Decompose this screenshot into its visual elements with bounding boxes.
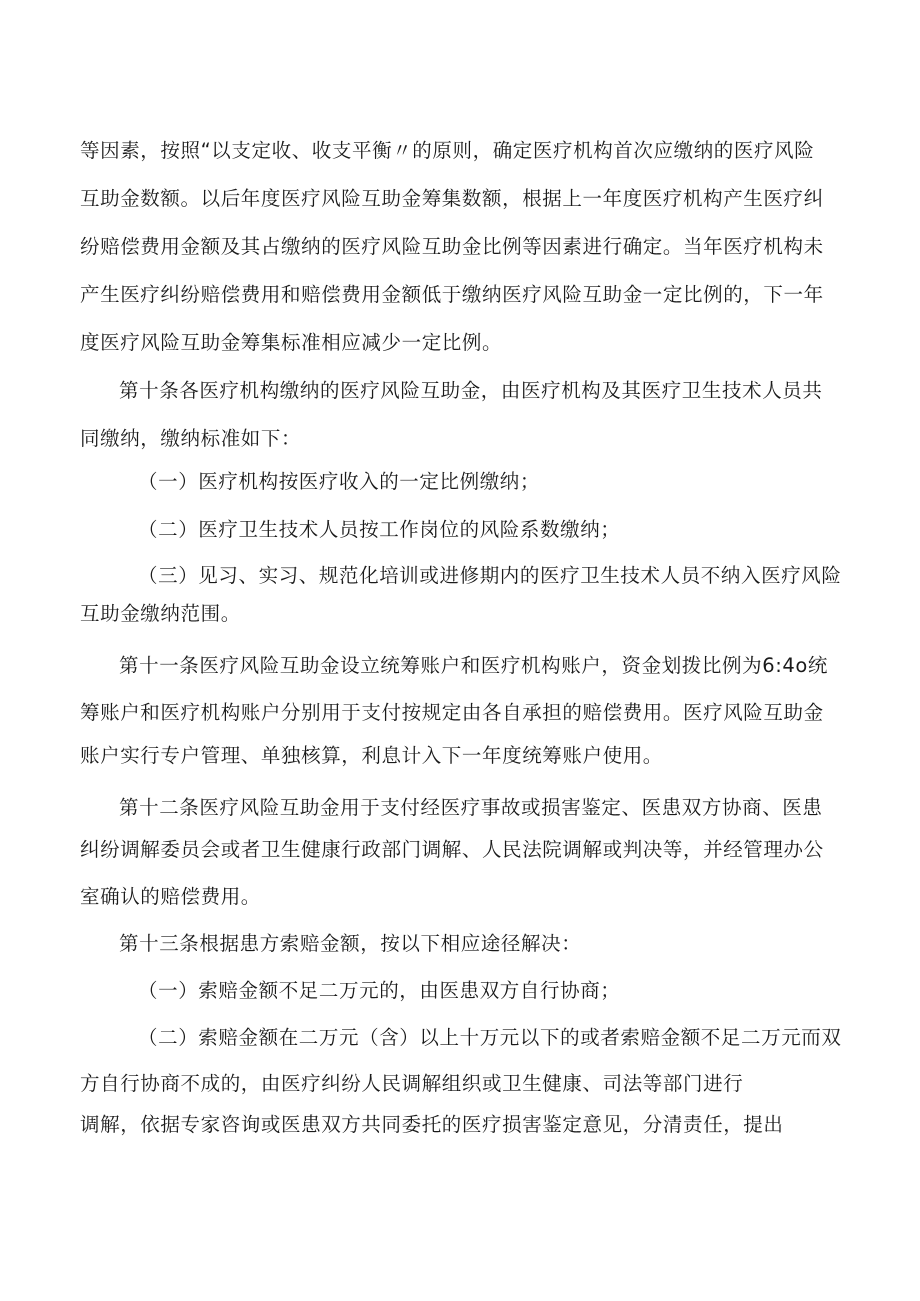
text-line: 方自行协商不成的，由医疗纠纷人民调解组织或卫生健康、司法等部门进行 [80,1072,744,1095]
text-line: 纷赔偿费用金额及其占缴纳的医疗风险互助金比例等因素进行确定。当年医疗机构未 [80,235,824,258]
text-line: 第十条各医疗机构缴纳的医疗风险互助金，由医疗机构及其医疗卫生技术人员共 [119,379,823,402]
text-line: 筹账户和医疗机构账户分别用于支付按规定由各自承担的赔偿费用。医疗风险互助金 [80,701,824,724]
text-line: 互助金数额。以后年度医疗风险互助金筹集数额，根据上一年度医疗机构产生医疗纠 [80,187,824,210]
text-line: 产生医疗纠纷赔偿费用和赔偿费用金额低于缴纳医疗风险互助金一定比例的，下一年 [80,283,824,306]
text-line: 第十三条根据患方索赔金额，按以下相应途径解决： [119,932,582,955]
text-line: 度医疗风险互助金筹集标准相应减少一定比例。 [80,331,503,354]
text-line: 纠纷调解委员会或者卫生健康行政部门调解、人民法院调解或判决等，并经管理办公 [80,838,824,861]
text-line: 互助金缴纳范围。 [80,602,241,625]
text-line: （二）索赔金额在二万元（含）以上十万元以下的或者索赔金额不足二万元而双 [138,1026,842,1049]
text-line: （三）见习、实习、规范化培训或进修期内的医疗卫生技术人员不纳入医疗风险 [138,564,842,587]
text-line: （一）医疗机构按医疗收入的一定比例缴纳； [138,470,541,493]
text-line: （一）索赔金额不足二万元的，由医患双方自行协商； [138,979,621,1002]
text-line: 同缴纳，缴纳标准如下： [80,427,302,450]
text-line: （二）医疗卫生技术人员按工作岗位的风险系数缴纳； [138,518,621,541]
text-line: 室确认的赔偿费用。 [80,885,261,908]
text-line: 调解，依据专家咨询或医患双方共同委托的医疗损害鉴定意见，分清责任，提出 [80,1113,784,1136]
text-line: 第十二条医疗风险互助金用于支付经医疗事故或损害鉴定、医患双方协商、医患 [119,796,823,819]
text-line: 第十一条医疗风险互助金设立统筹账户和医疗机构账户，资金划拨比例为6:4o统 [119,654,829,677]
text-line: 账户实行专户管理、单独核算，利息计入下一年度统筹账户使用。 [80,744,663,767]
text-line: 等因素，按照“以支定收、收支平衡〃的原则，确定医疗机构首次应缴纳的医疗风险 [80,139,815,162]
